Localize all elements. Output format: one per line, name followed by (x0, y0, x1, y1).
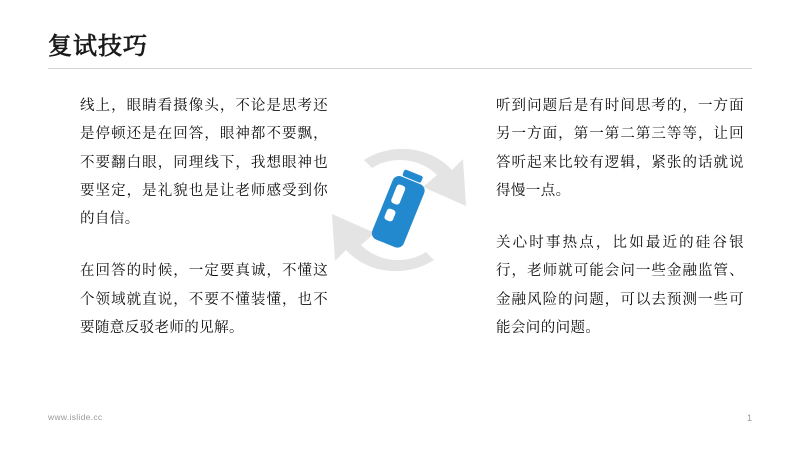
paragraph: 听到问题后是有时间思考的，一方面另一方面，第一第二第三等等，让回答听起来比较有逻辑，紧张的话就说得慢一点。 (496, 98, 744, 199)
body-columns (48, 92, 752, 372)
paragraph: 在回答的时候，一定要真诚，不懂这个领域就直说，不要不懂装懂，也不要随意反驳老师的见解。 (80, 263, 328, 336)
footer-url: www.islide.cc (48, 412, 103, 422)
title-divider (48, 68, 752, 69)
text-column-right (496, 92, 744, 372)
page-title: 复试技巧 (48, 33, 148, 60)
page-number: 1 (746, 413, 752, 423)
paragraph: 关心时事热点，比如最近的硅谷银行，老师就可能会问一些金融监管、金融风险的问题，可以去预测一些可能会问的问题。 (496, 235, 744, 336)
paragraph: 线上，眼睛看摄像头，不论是思考还是停顿还是在回答，眼神都不要飘，不要翻白眼，同理线下，我想眼神也要坚定，是礼貌也是让老师感受到你的自信。 (80, 98, 328, 228)
text-column-left (80, 92, 328, 372)
